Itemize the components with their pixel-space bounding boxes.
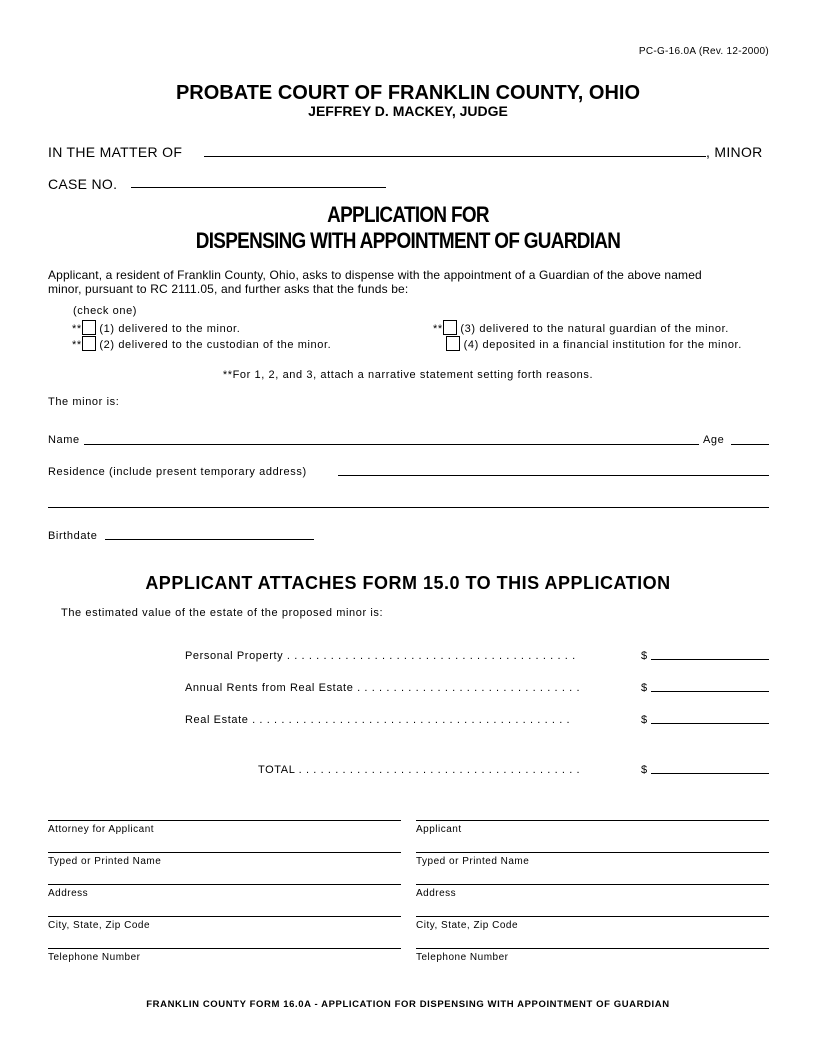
applicant-phone-label: Telephone Number xyxy=(416,952,509,963)
personal-property-label: Personal Property . . . . . . . . . . . . . . . . . . . . . . . . . . . . . . . . . . . . . . . . xyxy=(185,650,576,662)
option-4-label: (4) deposited in a financial institution for the minor. xyxy=(463,339,742,351)
real-estate-input[interactable] xyxy=(651,723,769,724)
option-2-marker: ** xyxy=(72,339,82,351)
narrative-note: **For 1, 2, and 3, attach a narrative statement setting forth reasons. xyxy=(222,369,594,381)
applicant-phone-input[interactable] xyxy=(416,948,769,949)
applicant-address-label: Address xyxy=(416,888,457,899)
matter-suffix: , MINOR xyxy=(706,144,763,160)
name-label: Name xyxy=(48,434,80,446)
real-estate-currency: $ xyxy=(641,714,648,726)
applicant-name-input[interactable] xyxy=(416,852,769,853)
real-estate-label: Real Estate . . . . . . . . . . . . . . . . . . . . . . . . . . . . . . . . . . . . . . . . . . . . xyxy=(185,714,571,726)
estate-intro: The estimated value of the estate of the proposed minor is: xyxy=(61,607,384,619)
option-3-marker: ** xyxy=(433,323,443,335)
option-1[interactable] xyxy=(72,320,240,335)
option-3-checkbox[interactable] xyxy=(443,320,457,335)
option-2-checkbox[interactable] xyxy=(82,336,96,351)
check-one-label: (check one) xyxy=(73,305,138,317)
attorney-city-label: City, State, Zip Code xyxy=(48,920,151,931)
total-label: TOTAL . . . . . . . . . . . . . . . . . . . . . . . . . . . . . . . . . . . . . . . xyxy=(258,764,581,776)
attorney-address-input[interactable] xyxy=(48,884,401,885)
matter-label: IN THE MATTER OF xyxy=(48,144,183,160)
birthdate-label: Birthdate xyxy=(48,530,98,542)
attorney-label: Attorney for Applicant xyxy=(48,824,155,835)
personal-property-currency: $ xyxy=(641,650,648,662)
attorney-phone-input[interactable] xyxy=(48,948,401,949)
applicant-signature-input[interactable] xyxy=(416,820,769,821)
attorney-name-label: Typed or Printed Name xyxy=(48,856,162,867)
applicant-label: Applicant xyxy=(416,824,462,835)
attorney-city-input[interactable] xyxy=(48,916,401,917)
case-no-input[interactable] xyxy=(131,187,386,188)
option-1-marker: ** xyxy=(72,323,82,335)
personal-property-input[interactable] xyxy=(651,659,769,660)
attorney-address-label: Address xyxy=(48,888,89,899)
residence-input-line2[interactable] xyxy=(48,507,769,508)
attorney-signature-input[interactable] xyxy=(48,820,401,821)
residence-label: Residence (include present temporary address) xyxy=(48,466,307,478)
annual-rents-currency: $ xyxy=(641,682,648,694)
option-4[interactable] xyxy=(446,336,742,351)
minor-intro: The minor is: xyxy=(48,396,120,408)
total-input[interactable] xyxy=(651,773,769,774)
option-2[interactable] xyxy=(72,336,331,351)
intro-line2: minor, pursuant to RC 2111.05, and further asks that the funds be: xyxy=(48,282,409,296)
birthdate-input[interactable] xyxy=(105,539,314,540)
option-1-label: (1) delivered to the minor. xyxy=(99,323,241,335)
residence-input[interactable] xyxy=(338,475,769,476)
intro-line1: Applicant, a resident of Franklin County, Ohio, asks to dispense with the appointment of a Guardian of the above named xyxy=(48,268,702,282)
form-title-line2: DISPENSING WITH APPOINTMENT OF GUARDIAN xyxy=(195,228,621,253)
form-title-line1: APPLICATION FOR xyxy=(327,202,489,227)
option-3-label: (3) delivered to the natural guardian of the minor. xyxy=(460,323,729,335)
total-currency: $ xyxy=(641,764,648,776)
matter-input[interactable] xyxy=(204,156,706,157)
applicant-city-input[interactable] xyxy=(416,916,769,917)
page-footer: FRANKLIN COUNTY FORM 16.0A - APPLICATION FOR DISPENSING WITH APPOINTMENT OF GUARDIAN xyxy=(146,999,670,1010)
annual-rents-input[interactable] xyxy=(651,691,769,692)
applicant-address-input[interactable] xyxy=(416,884,769,885)
name-input[interactable] xyxy=(84,444,699,445)
annual-rents-label: Annual Rents from Real Estate . . . . . . . . . . . . . . . . . . . . . . . . . . . . . . . xyxy=(185,682,581,694)
age-input[interactable] xyxy=(731,444,769,445)
attorney-name-input[interactable] xyxy=(48,852,401,853)
attach-heading: APPLICANT ATTACHES FORM 15.0 TO THIS APPLICATION xyxy=(145,573,671,593)
court-title: PROBATE COURT OF FRANKLIN COUNTY, OHIO xyxy=(175,82,641,104)
judge-name: JEFFREY D. MACKEY, JUDGE xyxy=(308,103,508,119)
attorney-phone-label: Telephone Number xyxy=(48,952,141,963)
case-no-label: CASE NO. xyxy=(48,176,118,192)
age-label: Age xyxy=(703,434,725,446)
option-1-checkbox[interactable] xyxy=(82,320,96,335)
option-3[interactable] xyxy=(433,320,729,335)
form-id: PC-G-16.0A (Rev. 12-2000) xyxy=(638,46,769,57)
option-2-label: (2) delivered to the custodian of the minor. xyxy=(99,339,332,351)
applicant-name-label: Typed or Printed Name xyxy=(416,856,530,867)
option-4-checkbox[interactable] xyxy=(446,336,460,351)
applicant-city-label: City, State, Zip Code xyxy=(416,920,519,931)
